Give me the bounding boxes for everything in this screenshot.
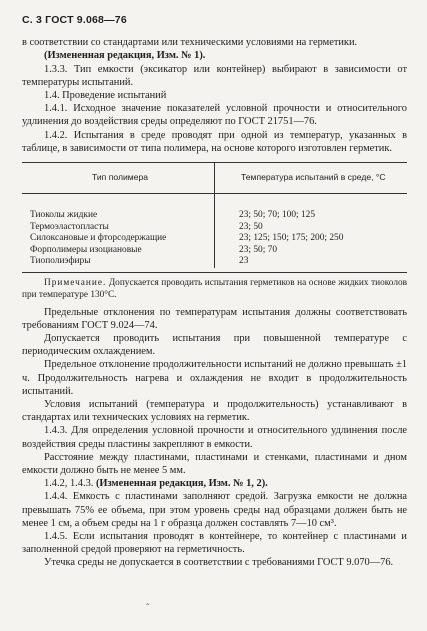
paragraph: Условия испытаний (температура и продолжительность) устанавливают в стандартах или технических условиях на герметик. <box>22 398 407 424</box>
note-text: Допускается проводить испытания герметиков на основе жидких тиоколов при температуре 130°С. <box>22 277 407 300</box>
temperature-table <box>22 162 407 273</box>
paragraph: Предельное отклонение продолжительности испытаний не должно превышать ±1 ч. Продолжительность нагрева и охлаждения не входит в продолжительность испытаний. <box>22 359 407 397</box>
polymer-cell: Силоксановые и фторсодержащие <box>30 233 167 244</box>
amendment-text: (Измененная редакция, Изм. № 1, 2). <box>93 478 268 490</box>
table-row <box>22 233 407 245</box>
paragraph: 1.4.4. Емкость с пластинами заполняют средой. Загрузка емкости не должна превышать 75% ее объема, при этом уровень среды над образцами должен быть не менее 1 см, а объем среды на 1 г образца должен составлять 7—10 см³. <box>22 491 407 529</box>
temperature-cell: 23; 50; 70 <box>214 245 407 257</box>
table-row <box>22 256 407 268</box>
paragraph: в соответствии со стандартами или техническими условиями на герметики. <box>22 37 358 49</box>
paragraph: Утечка среды не допускается в соответствии с требованиями ГОСТ 9.070—76. <box>44 557 394 569</box>
paragraph: Допускается проводить испытания при повышенной температуре с периодическим охлаждением. <box>22 332 407 358</box>
document-page <box>22 14 407 570</box>
table-row <box>22 222 407 234</box>
section-heading: 1.4. Проведение испытаний <box>44 90 167 102</box>
table-row <box>22 245 407 257</box>
paragraph: Предельные отклонения по температурам испытания должны соответствовать требованиям ГОСТ 9.024—74. <box>22 306 407 331</box>
paragraph: 1.4.3. Для определения условной прочности и относительного удлинения после воздействия среды пластины закрепляют в емкости. <box>22 425 407 450</box>
table-row <box>22 210 407 222</box>
polymer-cell: Термоэластопласты <box>30 221 109 232</box>
page-header: С. 3 ГОСТ 9.068—76 <box>22 14 127 26</box>
paragraph: Расстояние между пластинами, пластинами и стенками, пластинами и дном емкости должно быть не менее 5 мм. <box>22 451 407 476</box>
column-header-polymer: Тип полимера <box>91 172 149 183</box>
polymer-cell: Тиополиэфиры <box>30 256 91 267</box>
table-note <box>22 277 407 301</box>
amendment-note <box>22 477 407 490</box>
paragraph: 1.4.1. Исходное значение показателей условной прочности и относительного удлинения до воздействия среды определяют по ГОСТ 21751—76. <box>22 103 407 128</box>
temperature-cell: 23; 50; 70; 100; 125 <box>214 210 407 222</box>
temperature-cell: 23; 50 <box>214 222 407 234</box>
paragraph: 1.4.5. Если испытания проводят в контейнере, то контейнер с пластинами и заполненной средой проверяют на герметичность. <box>22 530 407 556</box>
table-header <box>22 163 407 194</box>
clause-numbers: 1.4.2, 1.4.3. <box>44 478 94 490</box>
table-spacer <box>22 194 407 210</box>
amendment-note: (Измененная редакция, Изм. № 1). <box>44 50 206 62</box>
paragraph: 1.3.3. Тип емкости (эксикатор или контейнер) выбирают в зависимости от температуры испытаний. <box>22 63 407 88</box>
temperature-cell: 23 <box>214 256 407 268</box>
paragraph: 1.4.2. Испытания в среде проводят при одной из температур, указанных в таблице, в зависимости от типа полимера, на основе которого изготовлен герметик. <box>22 129 407 154</box>
polymer-cell: Тиоколы жидкие <box>30 210 98 221</box>
note-label: Примечание. <box>44 277 107 288</box>
column-header-temperature: Температура испытаний в среде, °С <box>214 163 407 193</box>
table-body <box>22 210 407 272</box>
temperature-cell: 23; 125; 150; 175; 200; 250 <box>214 233 407 245</box>
polymer-cell: Форполимеры изоциановые <box>30 244 142 255</box>
bottom-mark: ˆ <box>146 603 150 614</box>
